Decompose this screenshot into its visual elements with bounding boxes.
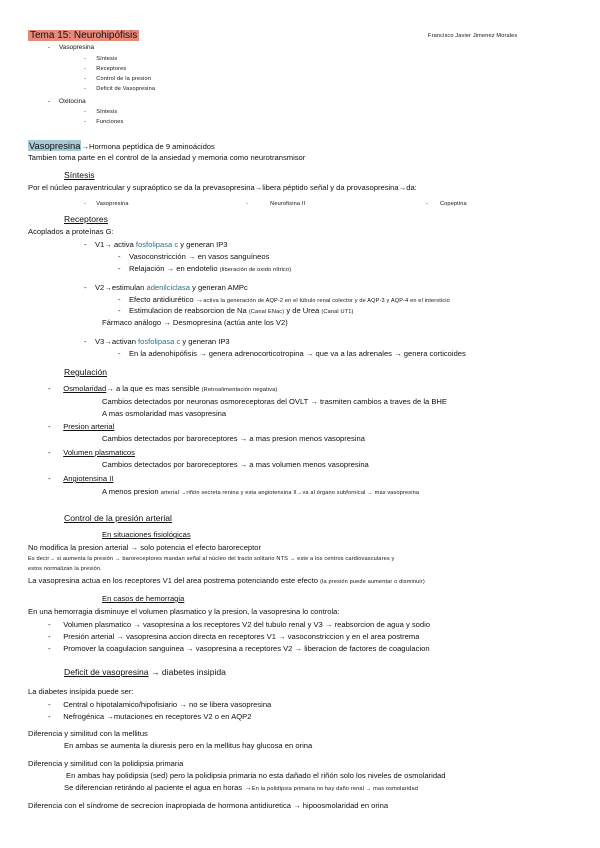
- section-sintesis: Síntesis: [64, 170, 95, 180]
- deficit-item: - Nefrogénica →mutaciones en receptores V2 o en AQP2: [48, 712, 252, 721]
- outline-vaso-item: - Deficit de Vasopresina: [84, 86, 156, 92]
- outline-oxi: - Oxitocina: [48, 98, 86, 105]
- outline-vaso: - Vasopresina: [48, 44, 95, 51]
- control-text: En una hemorragia disminuye el volumen plasmatico y la presion, la vasopresina lo controla:: [28, 607, 340, 616]
- deficit-item: - Central o hipotalamico/hipofisiario → no se libera vasopresina: [48, 700, 272, 709]
- regulacion-text: A mas osmolaridad mas vasopresina: [102, 409, 227, 418]
- outline-vaso-item: - Receptores: [84, 66, 127, 72]
- receptor-v3-effect: - En la adenohipófisis → genera adrenocorticotropina → que va a las adrenales → genera corticoides: [118, 349, 466, 358]
- deficit-diff-title: Diferencia con el síndrome de secrecion inapropiada de hormona antidiuretica → hipoosmolaridad en orina: [28, 801, 389, 810]
- author-name: Francisco Javier Jimenez Morales: [428, 33, 518, 39]
- deficit-diff-text: En ambas hay polidipsia (sed) pero la polidipsia primaria no esta dañado el riñón solo los niveles de osmolaridad: [66, 771, 446, 780]
- regulacion-osmolaridad: - Osmolaridad→ a la que es mas sensible (Retroalimentación negativa): [48, 384, 278, 393]
- sintesis-product: - Copeptina: [426, 201, 467, 207]
- deficit-diff-text: Se diferencian retirándo al paciente el agua en horas →En la polidipsia primaria no hay daño renal → mas osmolaridad: [64, 783, 419, 792]
- intro-definition: Vasopresina→Hormona peptídica de 9 aminoácidos: [29, 140, 215, 151]
- intro-line: Tambien toma parte en el control de la ansiedad y memoria como neurotransmisor: [28, 153, 306, 162]
- deficit-intro: La diabetes insípida puede ser:: [28, 687, 134, 696]
- control-text: La vasopresina actua en los receptores V1 del area postrema potenciando este efecto (la presión puede aumentar o disminuir): [28, 576, 425, 585]
- regulacion-volumen: - Volumen plasmaticos: [48, 448, 135, 457]
- sintesis-product: - Neurofisina II: [246, 201, 306, 207]
- regulacion-text: A menos presion arterial →riñón secreta renina y esta angiotensina II→va al órgano subfornical → mas vasopresina: [102, 487, 420, 496]
- deficit-diff-text: En ambas se aumenta la diuresis pero en la mellitus hay glucosa en orina: [64, 741, 313, 750]
- hemorragia-item: - Volumen plasmatico → vasopresina a los receptores V2 del tubulo renal y V3 → reabsorcion de agua y sodio: [48, 620, 431, 629]
- vasopresina-term: Vasopresina: [29, 140, 81, 151]
- control-text: Es decir→ si aumenta la presión → baroreceptores mandan señal al núcleo del tracto solitario NTS → este a los centros cardiovasculares y: [28, 556, 395, 562]
- section-control: Control de la presión arterial: [64, 513, 172, 523]
- sintesis-product: - Vasopresina: [84, 201, 129, 207]
- receptor-v2-effect: - Estimulacion de reabsorcion de Na (Canal ENac) y de Urea (Canal UT1): [118, 306, 354, 315]
- hemorragia-item: - Promover la coagulacion sanguinea → vasopresina a receptores V2 → liberacion de factores de coagulacion: [48, 644, 430, 653]
- outline-oxi-item: - Síntesis: [84, 109, 118, 115]
- regulacion-presion: - Presion arterial: [48, 422, 115, 431]
- receptor-v2: - V2→estimulan adenilciclasa y generan AMPc: [84, 283, 248, 292]
- regulacion-text: Cambios detectados por baroreceptores → a mas volumen menos vasopresina: [102, 460, 369, 469]
- title-text: Tema 15: Neurohipófisis: [30, 30, 138, 41]
- receptor-v1-effect: - Relajación → en endotelio (liberación de oxido nítrico): [118, 264, 292, 273]
- control-text: estos normalizan la presión.: [28, 566, 102, 572]
- regulacion-text: Cambios detectados por baroreceptores → a mas presion menos vasopresina: [102, 434, 365, 443]
- section-regulacion: Regulación: [64, 367, 107, 377]
- receptor-v1: - V1→ activa fosfolipasa c y generan IP3: [84, 240, 228, 249]
- receptor-v1-effect: - Vasoconstricción → en vasos sanguíneos: [118, 252, 270, 261]
- receptor-v3: - V3→activan fosfolipasa c y generan IP3: [84, 337, 230, 346]
- deficit-diff-title: Diferencia y similitud con la polidipsia primaria: [28, 759, 184, 768]
- section-receptores: Receptores: [64, 214, 108, 224]
- receptor-v2-drug: Fármaco análogo → Desmopresina (actúa ante los V2): [102, 318, 288, 327]
- sintesis-line: Por el núcleo paraventricular y supraóptico se da la prevasopresina→libera péptido señal y da provasopresina→da:: [28, 183, 417, 192]
- regulacion-angiotensina: - Angiotensina II: [48, 474, 114, 483]
- section-deficit: Deficit de vasopresina → diabetes insipida: [64, 667, 226, 677]
- deficit-diff-title: Diferencia y similitud con la mellitus: [28, 729, 148, 738]
- regulacion-text: Cambios detectados por neuronas osmoreceptoras del OVLT → trasmiten cambios a traves de la BHE: [102, 397, 447, 406]
- receptor-v2-effect: - Efecto antidiurético →activa la generación de AQP-2 en el túbulo renal colector y de AQP-3 y AQP-4 en el intersticio: [118, 295, 450, 304]
- outline-vaso-item: - Control de la presion: [84, 76, 152, 82]
- page-title: [28, 30, 139, 41]
- outline-vaso-item: - Síntesis: [84, 56, 118, 62]
- subsection-fisiologicas: En situaciones fisiológicas: [102, 530, 191, 539]
- hemorragia-item: - Presión arterial → vasopresina accion directa en receptores V1 → vasoconstriccion y en el area postrema: [48, 632, 420, 641]
- subsection-hemorragia: En casos de hemorragia: [102, 594, 185, 603]
- receptores-intro: Acoplados a proteínas G:: [28, 227, 114, 236]
- control-text: No modifica la presion arterial → solo potencia el efecto baroreceptor: [28, 543, 261, 552]
- outline-oxi-item: - Funciones: [84, 119, 124, 125]
